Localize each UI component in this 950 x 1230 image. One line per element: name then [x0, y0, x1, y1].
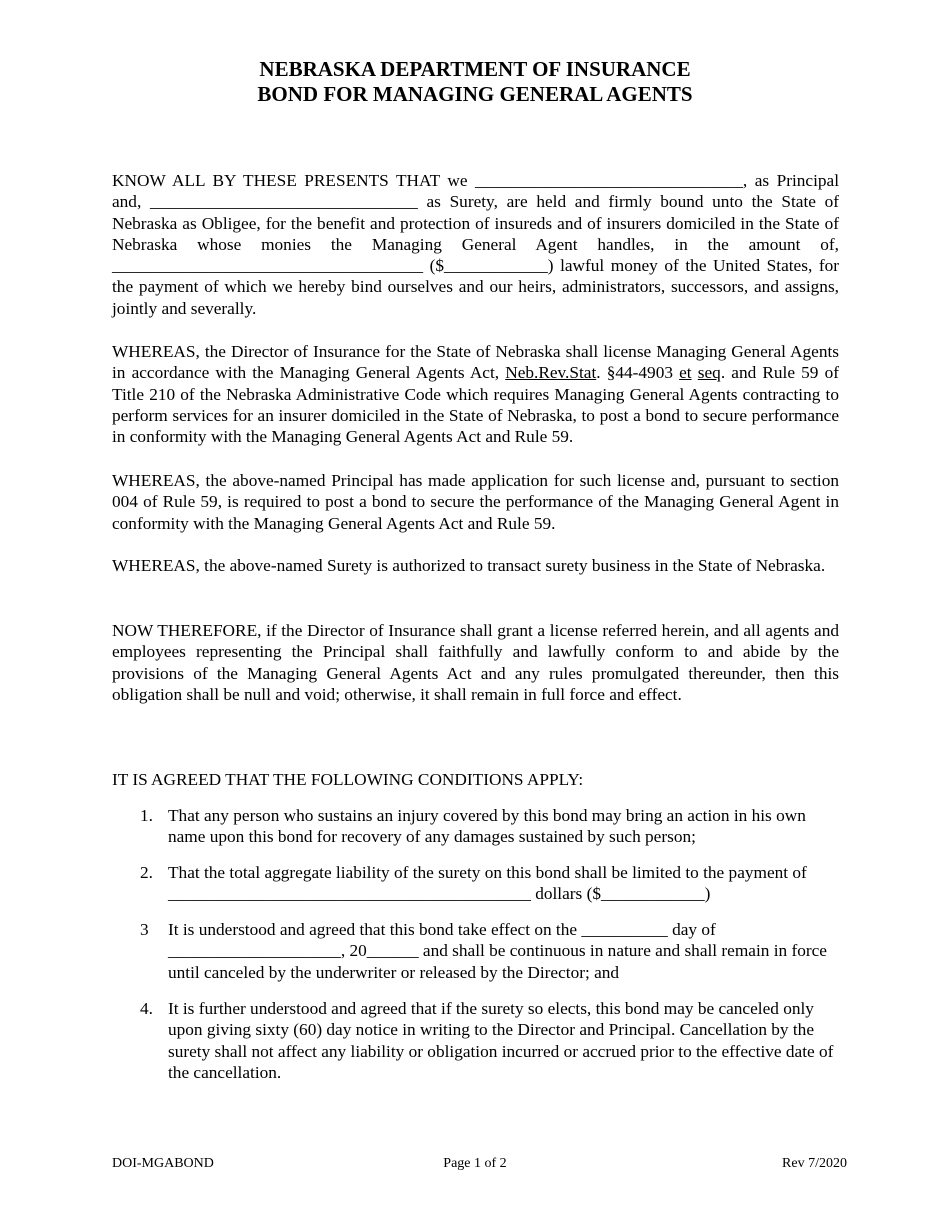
condition-text[interactable]: That the total aggregate liability of the surety on this bond shall be limited to the payment of __________________________________________ dollars ($____________)	[168, 863, 807, 904]
condition-number: 3	[140, 920, 149, 939]
condition-text[interactable]: It is understood and agreed that this bond take effect on the __________ day of ____________________, 20______ and shall be continuous in nature and shall remain in force until canceled by the underwriter or released by the Director; and	[168, 920, 827, 982]
document-title-line2: BOND FOR MANAGING GENERAL AGENTS	[257, 82, 693, 106]
know-all-text-d: ($	[423, 256, 445, 276]
whereas-license-paragraph	[112, 341, 839, 447]
know-all-text-a: KNOW ALL BY THESE PRESENTS THAT we	[112, 171, 476, 190]
condition-number: 1.	[140, 806, 153, 825]
surety-name-blank[interactable]: _______________________________	[149, 192, 418, 212]
page-number: Page 1 of 2	[443, 1156, 507, 1171]
know-all-text-e: ) lawful money of the United States, for the payment of which we hereby bind ourselves and our heirs, administrators, successors, and assigns, jointly and severally.	[112, 256, 839, 318]
know-all-paragraph	[112, 170, 839, 319]
amount-words-blank[interactable]: ____________________________________	[112, 256, 424, 276]
seq-abbrev: seq	[697, 363, 721, 383]
whereas-application-paragraph: WHEREAS, the above-named Principal has made application for such license and, pursuant to section 004 of Rule 59, is required to post a bond to secure the performance of the Managing General Agent in conformity with the Managing General Agents Act and Rule 59.	[112, 471, 839, 533]
condition-text: That any person who sustains an injury covered by this bond may bring an action in his own name upon this bond for recovery of any damages sustained by such person;	[168, 806, 806, 847]
conditions-heading: IT IS AGREED THAT THE FOLLOWING CONDITIONS APPLY:	[112, 770, 584, 789]
form-id: DOI-MGABOND	[112, 1156, 214, 1171]
condition-number: 4.	[140, 999, 153, 1018]
principal-name-blank[interactable]: _______________________________	[475, 171, 743, 190]
amount-number-blank[interactable]: ____________	[444, 256, 548, 276]
know-all-text-c: as Surety, are held and firmly bound unto the State of Nebraska as Obligee, for the benefit and protection of insureds and of insurers domiciled in the State of Nebraska whose monies the Managing General Agent handles, in the amount of,	[112, 192, 839, 254]
whereas1-text-c: . and Rule 59 of Title 210 of the Nebraska Administrative Code which requires Managing General Agents contracting to perform services for an insurer domiciled in the State of Nebraska, to post a bond to secure performance in conformity with the Managing General Agents Act and Rule 59.	[112, 363, 839, 447]
statute-citation: Neb.Rev.Stat	[505, 363, 597, 383]
whereas1-text-b: . §44-4903	[596, 363, 680, 383]
et-abbrev: et	[679, 363, 692, 383]
revision-date: Rev 7/2020	[782, 1156, 847, 1171]
document-title-line1: NEBRASKA DEPARTMENT OF INSURANCE	[259, 57, 691, 81]
whereas-surety-paragraph: WHEREAS, the above-named Surety is authorized to transact surety business in the State of Nebraska.	[112, 556, 826, 575]
know-all-text-b: , as Principal and,	[112, 171, 840, 212]
condition-text: It is further understood and agreed that if the surety so elects, this bond may be canceled only upon giving sixty (60) day notice in writing to the Director and Principal. Cancellation by the surety shall not affect any liability or obligation incurred or accrued prior to the effective date of the cancellation.	[168, 999, 834, 1082]
whereas1-text-a: WHEREAS, the Director of Insurance for the State of Nebraska shall license Managing General Agents in accordance with the Managing General Agents Act,	[112, 342, 839, 383]
now-therefore-paragraph: NOW THEREFORE, if the Director of Insurance shall grant a license referred herein, and all agents and employees representing the Principal shall faithfully and lawfully conform to and abide by the provisions of the Managing General Agents Act and any rules promulgated thereunder, then this obligation shall be null and void; otherwise, it shall remain in full force and effect.	[112, 621, 839, 704]
condition-number: 2.	[140, 863, 153, 882]
